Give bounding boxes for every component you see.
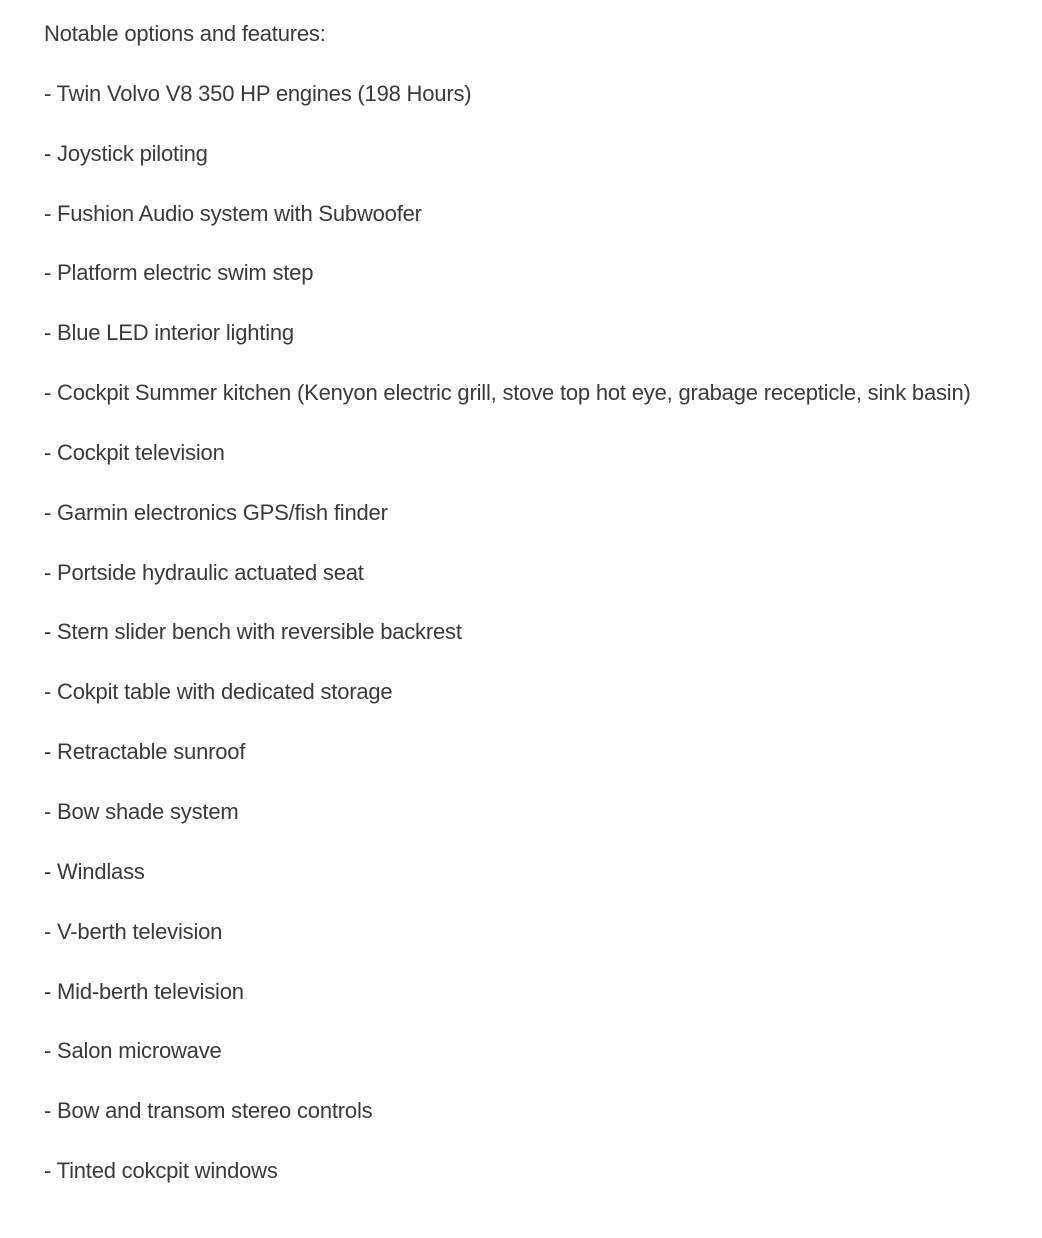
feature-item: - Platform electric swim step xyxy=(44,260,314,286)
feature-item: - Bow shade system xyxy=(44,798,239,824)
feature-item: - Retractable sunroof xyxy=(44,739,246,765)
feature-item: - Cockpit Summer kitchen (Kenyon electric grill, stove top hot eye, grabage recepticle, sink basin) xyxy=(44,380,971,406)
feature-item: - Garmin electronics GPS/fish finder xyxy=(44,499,388,525)
feature-item: - Bow and transom stereo controls xyxy=(44,1098,373,1124)
feature-item: - Portside hydraulic actuated seat xyxy=(44,559,364,585)
feature-item: - Fushion Audio system with Subwoofer xyxy=(44,200,422,226)
feature-item: - Stern slider bench with reversible backrest xyxy=(44,619,462,645)
feature-item: - Cockpit television xyxy=(44,439,225,465)
feature-item: - Tinted cokcpit windows xyxy=(44,1158,278,1184)
feature-item: - Joystick piloting xyxy=(44,140,208,166)
feature-item: - Mid-berth television xyxy=(44,978,244,1004)
features-list xyxy=(44,78,1034,1215)
feature-item: - Blue LED interior lighting xyxy=(44,320,294,346)
feature-item: - Windlass xyxy=(44,858,145,884)
feature-item: - Salon microwave xyxy=(44,1038,222,1064)
feature-item: - Cokpit table with dedicated storage xyxy=(44,679,393,705)
features-section xyxy=(44,18,1034,1215)
feature-item: - Twin Volvo V8 350 HP engines (198 Hours) xyxy=(44,80,472,106)
feature-item: - V-berth television xyxy=(44,918,223,944)
features-heading: Notable options and features: xyxy=(44,21,326,46)
